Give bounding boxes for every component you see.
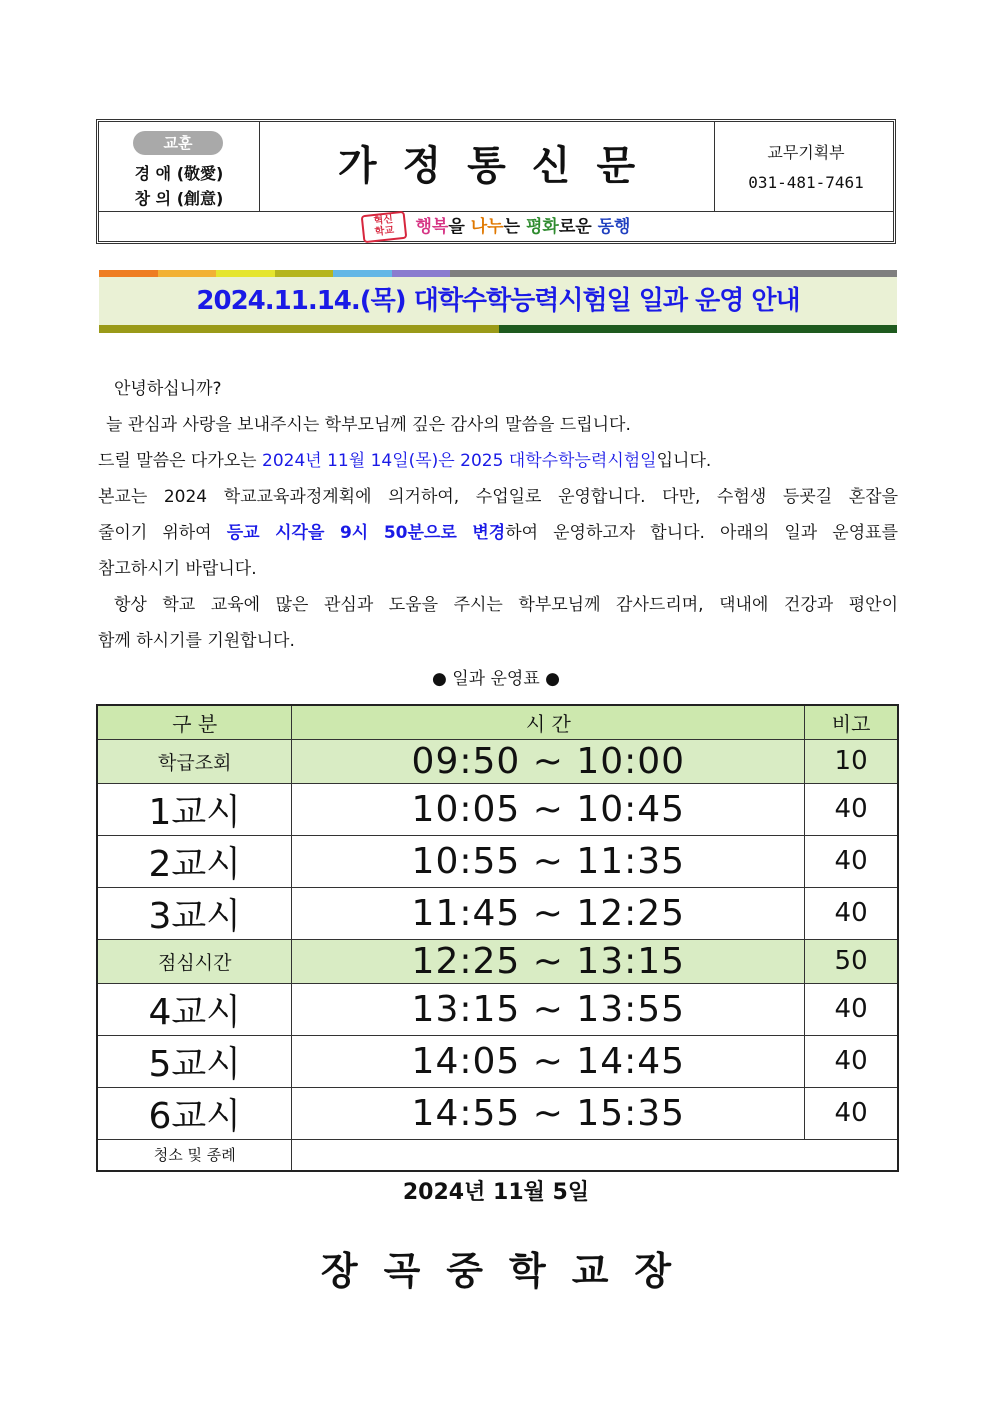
row-note: 40 <box>805 1087 898 1139</box>
row-time: 10:05 ~ 10:45 <box>292 783 805 835</box>
row-label: 5교시 <box>97 1035 292 1087</box>
row-label: 4교시 <box>97 983 292 1035</box>
color-stripe-segment <box>275 270 334 277</box>
table-row-closing <box>97 1139 898 1171</box>
row-note: 50 <box>805 939 898 983</box>
table-row <box>97 835 898 887</box>
body-text: 줄이기 위하여 <box>98 523 227 543</box>
department-phone: 031-481-7461 <box>748 173 864 192</box>
table-header-row <box>97 705 898 739</box>
slogan-word-share: 나누 <box>470 217 504 237</box>
header-time: 시 간 <box>292 705 805 739</box>
row-time: 10:55 ~ 11:35 <box>292 835 805 887</box>
color-stripe-segment <box>216 270 275 277</box>
body-line-6: 항상 학교 교육에 많은 관심과 도움을 주시는 학부모님께 감사드리며, 댁내에 건강과 평안이 <box>114 595 898 615</box>
table-row <box>97 1035 898 1087</box>
schedule-table <box>96 704 899 1172</box>
row-time: 13:15 ~ 13:55 <box>292 983 805 1035</box>
body-line-7: 함께 하시기를 기원합니다. <box>98 631 295 651</box>
row-note: 40 <box>805 1035 898 1087</box>
body-line-3: 본교는 2024 학교교육과정계획에 의거하여, 수업일로 운영합니다. 다만, 수험생 등굣길 혼잡을 <box>98 487 898 507</box>
slogan-particle: 로운 <box>558 217 598 237</box>
row-label: 학급조회 <box>97 739 292 783</box>
school-motto <box>99 122 260 211</box>
color-stripe-segment <box>392 270 451 277</box>
body-line-5: 참고하시기 바랍니다. <box>98 559 257 579</box>
row-label: 1교시 <box>97 783 292 835</box>
row-time: 14:05 ~ 14:45 <box>292 1035 805 1087</box>
school-slogan <box>99 211 893 244</box>
row-note: 40 <box>805 983 898 1035</box>
table-row <box>97 939 898 983</box>
table-row <box>97 983 898 1035</box>
row-empty <box>292 1139 898 1171</box>
department-name: 교무기획부 <box>767 143 845 162</box>
row-label: 점심시간 <box>97 939 292 983</box>
table-row <box>97 783 898 835</box>
issue-date: 2024년 11월 5일 <box>402 1180 590 1205</box>
innovation-school-stamp: 혁신 학교 <box>360 211 407 243</box>
slogan-word-together: 동행 <box>597 217 631 237</box>
motto-badge: 교훈 <box>133 131 223 155</box>
greeting: 안녕하십니까? <box>114 379 222 399</box>
slogan-particle: 을 <box>448 217 471 237</box>
color-stripe-segment <box>99 270 158 277</box>
banner-underline-segment <box>499 325 897 333</box>
body-text: 하여 운영하고자 합니다. 아래의 일과 운영표를 <box>505 523 898 543</box>
banner-underline-segment <box>99 325 499 333</box>
header-top-row <box>99 122 893 212</box>
notice-banner <box>99 277 897 325</box>
header-category: 구 분 <box>97 705 292 739</box>
table-row <box>97 739 898 783</box>
table-row <box>97 1087 898 1139</box>
principal-signature: 장곡중학교장 <box>320 1249 698 1293</box>
row-label: 청소 및 종례 <box>97 1139 292 1171</box>
newsletter-title: 가정통신문 <box>259 122 715 211</box>
row-label: 2교시 <box>97 835 292 887</box>
department-info <box>716 122 896 211</box>
body-line-1: 늘 관심과 사랑을 보내주시는 학부모님께 깊은 감사의 말씀을 드립니다. <box>106 415 631 435</box>
row-time: 14:55 ~ 15:35 <box>292 1087 805 1139</box>
arrival-time-highlight: 등교 시각을 9시 50분으로 변경 <box>226 523 506 543</box>
slogan-particle: 는 <box>503 217 526 237</box>
schedule-table-title: ● 일과 운영표 ● <box>432 669 560 689</box>
header-note: 비고 <box>805 705 898 739</box>
row-note: 40 <box>805 835 898 887</box>
body-text: 드릴 말씀은 다가오는 <box>98 451 263 471</box>
slogan-word-peace: 평화 <box>525 217 559 237</box>
row-note: 40 <box>805 887 898 939</box>
color-stripe-segment <box>158 270 217 277</box>
row-label: 3교시 <box>97 887 292 939</box>
newsletter-header <box>96 119 896 244</box>
row-note: 40 <box>805 783 898 835</box>
body-line-2 <box>98 443 898 479</box>
slogan-word-happiness: 행복 <box>415 217 449 237</box>
row-time: 09:50 ~ 10:00 <box>292 739 805 783</box>
row-note: 10 <box>805 739 898 783</box>
color-stripe-segment <box>450 270 897 277</box>
motto-line-1: 경 애 (敬愛) <box>134 164 224 183</box>
exam-date-highlight: 2024년 11월 14일(목)은 2025 대학수학능력시험일 <box>262 451 657 471</box>
row-time: 11:45 ~ 12:25 <box>292 887 805 939</box>
color-stripe-segment <box>333 270 392 277</box>
body-text: 입니다. <box>656 451 712 471</box>
motto-line-2: 창 의 (創意) <box>134 189 224 208</box>
row-label: 6교시 <box>97 1087 292 1139</box>
table-row <box>97 887 898 939</box>
notice-title: 2024.11.14.(목) 대학수학능력시험일 일과 운영 안내 <box>196 286 800 316</box>
row-time: 12:25 ~ 13:15 <box>292 939 805 983</box>
body-line-4 <box>98 515 898 551</box>
